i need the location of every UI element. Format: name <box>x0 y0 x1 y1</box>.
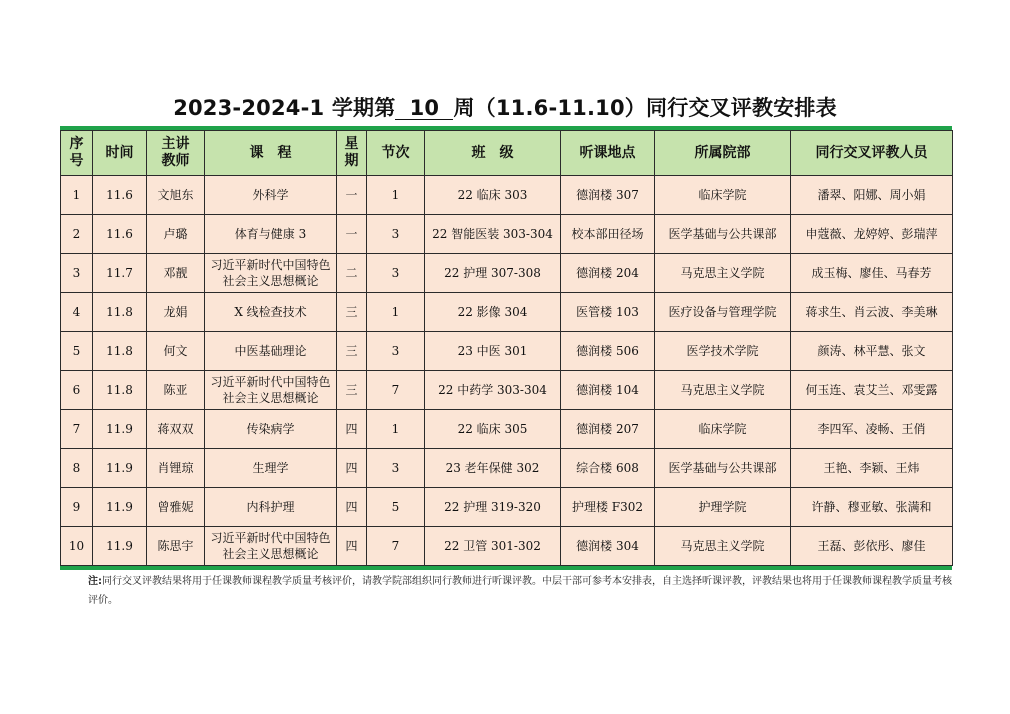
table-row <box>61 254 953 293</box>
cell-course: 习近平新时代中国特色社会主义思想概论 <box>205 254 337 293</box>
cell-reviewers: 申蔻薇、龙婷婷、彭瑞萍 <box>791 215 953 254</box>
cell-course: 习近平新时代中国特色社会主义思想概论 <box>205 527 337 566</box>
column-header <box>147 131 205 176</box>
cell-period: 7 <box>367 371 425 410</box>
cell-seq: 5 <box>61 332 93 371</box>
table-row <box>61 410 953 449</box>
cell-reviewers: 成玉梅、廖佳、马春芳 <box>791 254 953 293</box>
footnote <box>88 572 960 610</box>
cell-weekday: 二 <box>337 254 367 293</box>
cell-weekday: 四 <box>337 410 367 449</box>
footnote-text: 同行交叉评教结果将用于任课教师课程教学质量考核评价，请教学院部组织同行教师进行听课评教。中层干部可参考本安排表，自主选择听课评教，评教结果也将用于任课教师课程教学质量考核评价。 <box>88 576 952 606</box>
column-header-text: 号 <box>69 153 84 169</box>
cell-reviewers: 许静、穆亚敏、张满和 <box>791 488 953 527</box>
column-header <box>425 131 561 176</box>
cell-course: X 线检查技术 <box>205 293 337 332</box>
title-week-number: 10 <box>395 97 453 120</box>
column-header <box>93 131 147 176</box>
title-prefix: 2023-2024-1 学期第 <box>173 96 396 120</box>
table-row <box>61 332 953 371</box>
column-header-text: 所属院部 <box>694 144 751 161</box>
cell-weekday: 四 <box>337 488 367 527</box>
cell-weekday: 三 <box>337 332 367 371</box>
cell-class: 22 护理 307-308 <box>425 254 561 293</box>
table-row <box>61 293 953 332</box>
cell-teacher: 曾雅妮 <box>147 488 205 527</box>
cell-date: 11.7 <box>93 254 147 293</box>
cell-date: 11.6 <box>93 176 147 215</box>
column-header-text: 听课地点 <box>579 144 636 161</box>
table-header-row <box>61 131 953 176</box>
cell-class: 22 临床 303 <box>425 176 561 215</box>
cell-class: 22 护理 319-320 <box>425 488 561 527</box>
cell-class: 23 老年保健 302 <box>425 449 561 488</box>
cell-course: 外科学 <box>205 176 337 215</box>
column-header-text: 主讲 <box>161 136 190 152</box>
cell-teacher: 龙娟 <box>147 293 205 332</box>
cell-seq: 2 <box>61 215 93 254</box>
cell-seq: 1 <box>61 176 93 215</box>
cell-teacher: 肖锂琼 <box>147 449 205 488</box>
cell-weekday: 一 <box>337 215 367 254</box>
cell-reviewers: 蒋求生、肖云波、李美琳 <box>791 293 953 332</box>
cell-teacher: 卢璐 <box>147 215 205 254</box>
column-header-text: 课 程 <box>249 144 292 161</box>
cell-period: 3 <box>367 254 425 293</box>
cell-department: 临床学院 <box>655 410 791 449</box>
cell-period: 1 <box>367 293 425 332</box>
cell-date: 11.8 <box>93 332 147 371</box>
cell-seq: 6 <box>61 371 93 410</box>
cell-class: 23 中医 301 <box>425 332 561 371</box>
cell-class: 22 影像 304 <box>425 293 561 332</box>
cell-location: 德润楼 307 <box>561 176 655 215</box>
cell-location: 护理楼 F302 <box>561 488 655 527</box>
cell-date: 11.8 <box>93 371 147 410</box>
cell-location: 德润楼 304 <box>561 527 655 566</box>
column-header <box>367 131 425 176</box>
cell-reviewers: 颜涛、林平慧、张文 <box>791 332 953 371</box>
cell-location: 德润楼 207 <box>561 410 655 449</box>
table-row <box>61 371 953 410</box>
schedule-table-frame <box>60 126 952 570</box>
cell-period: 3 <box>367 215 425 254</box>
cell-department: 医疗设备与管理学院 <box>655 293 791 332</box>
cell-location: 校本部田径场 <box>561 215 655 254</box>
cell-department: 马克思主义学院 <box>655 371 791 410</box>
cell-weekday: 三 <box>337 293 367 332</box>
cell-date: 11.9 <box>93 488 147 527</box>
cell-department: 马克思主义学院 <box>655 254 791 293</box>
cell-teacher: 邓靓 <box>147 254 205 293</box>
cell-department: 医学基础与公共课部 <box>655 449 791 488</box>
cell-department: 医学基础与公共课部 <box>655 215 791 254</box>
cell-seq: 7 <box>61 410 93 449</box>
column-header <box>337 131 367 176</box>
cell-weekday: 四 <box>337 449 367 488</box>
cell-teacher: 蒋双双 <box>147 410 205 449</box>
table-body <box>61 176 953 566</box>
cell-period: 5 <box>367 488 425 527</box>
cell-course: 习近平新时代中国特色社会主义思想概论 <box>205 371 337 410</box>
cell-weekday: 一 <box>337 176 367 215</box>
cell-reviewers: 李四军、凌畅、王俏 <box>791 410 953 449</box>
cell-period: 7 <box>367 527 425 566</box>
column-header <box>561 131 655 176</box>
cell-seq: 3 <box>61 254 93 293</box>
title-suffix: 周（11.6-11.10）同行交叉评教安排表 <box>453 96 837 120</box>
cell-location: 综合楼 608 <box>561 449 655 488</box>
column-header-text: 节次 <box>381 144 410 161</box>
cell-seq: 9 <box>61 488 93 527</box>
cell-period: 1 <box>367 410 425 449</box>
column-header <box>791 131 953 176</box>
cell-period: 3 <box>367 449 425 488</box>
cell-location: 德润楼 506 <box>561 332 655 371</box>
cell-teacher: 陈亚 <box>147 371 205 410</box>
cell-period: 1 <box>367 176 425 215</box>
column-header-text: 序 <box>69 136 84 152</box>
cell-class: 22 临床 305 <box>425 410 561 449</box>
cell-reviewers: 王艳、李颖、王炜 <box>791 449 953 488</box>
column-header <box>655 131 791 176</box>
cell-date: 11.9 <box>93 449 147 488</box>
cell-reviewers: 王磊、彭依彤、廖佳 <box>791 527 953 566</box>
table-row <box>61 215 953 254</box>
cell-weekday: 四 <box>337 527 367 566</box>
column-header <box>61 131 93 176</box>
column-header-text: 同行交叉评教人员 <box>815 144 928 161</box>
cell-reviewers: 潘翠、阳娜、周小娟 <box>791 176 953 215</box>
cell-date: 11.9 <box>93 410 147 449</box>
cell-date: 11.8 <box>93 293 147 332</box>
footnote-label: 注: <box>88 576 102 587</box>
column-header-text: 班 级 <box>471 144 514 161</box>
cell-course: 体育与健康 3 <box>205 215 337 254</box>
cell-department: 护理学院 <box>655 488 791 527</box>
cell-location: 德润楼 104 <box>561 371 655 410</box>
column-header-text: 期 <box>344 153 359 169</box>
cell-weekday: 三 <box>337 371 367 410</box>
cell-date: 11.9 <box>93 527 147 566</box>
cell-teacher: 陈思宇 <box>147 527 205 566</box>
column-header-text: 星 <box>344 136 359 152</box>
cell-seq: 8 <box>61 449 93 488</box>
cell-location: 医管楼 103 <box>561 293 655 332</box>
cell-teacher: 何文 <box>147 332 205 371</box>
cell-class: 22 中药学 303-304 <box>425 371 561 410</box>
table-row <box>61 176 953 215</box>
cell-course: 内科护理 <box>205 488 337 527</box>
cell-location: 德润楼 204 <box>561 254 655 293</box>
cell-class: 22 卫管 301-302 <box>425 527 561 566</box>
cell-class: 22 智能医装 303-304 <box>425 215 561 254</box>
cell-course: 中医基础理论 <box>205 332 337 371</box>
cell-department: 临床学院 <box>655 176 791 215</box>
cell-seq: 4 <box>61 293 93 332</box>
cell-date: 11.6 <box>93 215 147 254</box>
table-row <box>61 449 953 488</box>
cell-period: 3 <box>367 332 425 371</box>
cell-seq: 10 <box>61 527 93 566</box>
cell-course: 生理学 <box>205 449 337 488</box>
table-row <box>61 488 953 527</box>
cell-department: 马克思主义学院 <box>655 527 791 566</box>
cell-course: 传染病学 <box>205 410 337 449</box>
cell-teacher: 文旭东 <box>147 176 205 215</box>
cell-department: 医学技术学院 <box>655 332 791 371</box>
column-header <box>205 131 337 176</box>
column-header-text: 时间 <box>105 144 134 161</box>
column-header-text: 教师 <box>161 153 190 169</box>
page-title <box>0 92 1010 122</box>
cell-reviewers: 何玉连、袁艾兰、邓雯露 <box>791 371 953 410</box>
table-row <box>61 527 953 566</box>
schedule-table <box>60 130 953 566</box>
